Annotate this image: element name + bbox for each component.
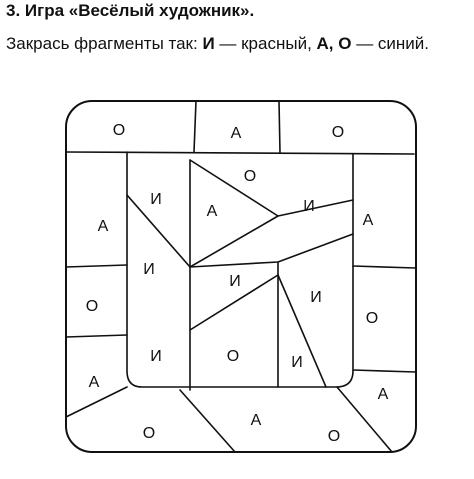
fragment-label: О bbox=[85, 298, 99, 316]
instruction-prefix: Закрась фрагменты так: bbox=[6, 34, 203, 53]
fragment-label: А bbox=[88, 374, 100, 392]
fragment-label: А bbox=[230, 125, 242, 143]
fragment-label: О bbox=[226, 348, 240, 366]
fragment-label: А bbox=[377, 386, 389, 404]
fragment-label: И bbox=[303, 198, 315, 216]
fragment-label: О bbox=[142, 425, 156, 443]
fragment-label: И bbox=[143, 261, 155, 279]
fragment-label: И bbox=[150, 191, 162, 209]
fragment-label: О bbox=[365, 310, 379, 328]
fragment-label: О bbox=[331, 124, 345, 142]
instruction-letters-ao: А, О bbox=[316, 34, 352, 53]
fragment-label: И bbox=[291, 354, 303, 372]
instruction-letter-i: И bbox=[202, 34, 215, 53]
instruction-red-rule: — красный, bbox=[214, 34, 317, 53]
fragment-label: О bbox=[112, 122, 126, 140]
fragment-label: А bbox=[206, 203, 218, 221]
fragment-label: О bbox=[327, 428, 341, 446]
fragment-label: О bbox=[243, 168, 257, 186]
exercise-title: 3. Игра «Весёлый художник». bbox=[6, 1, 255, 20]
instruction-blue-rule: — синий. bbox=[351, 34, 430, 53]
border-top-right bbox=[279, 101, 280, 153]
fragment-label: И bbox=[229, 273, 241, 291]
fragment-label: И bbox=[150, 348, 162, 366]
fragment-label: А bbox=[97, 218, 109, 236]
fragment-label: А bbox=[250, 412, 262, 430]
fragment-label: А bbox=[362, 212, 374, 230]
fragment-label: И bbox=[310, 289, 322, 307]
